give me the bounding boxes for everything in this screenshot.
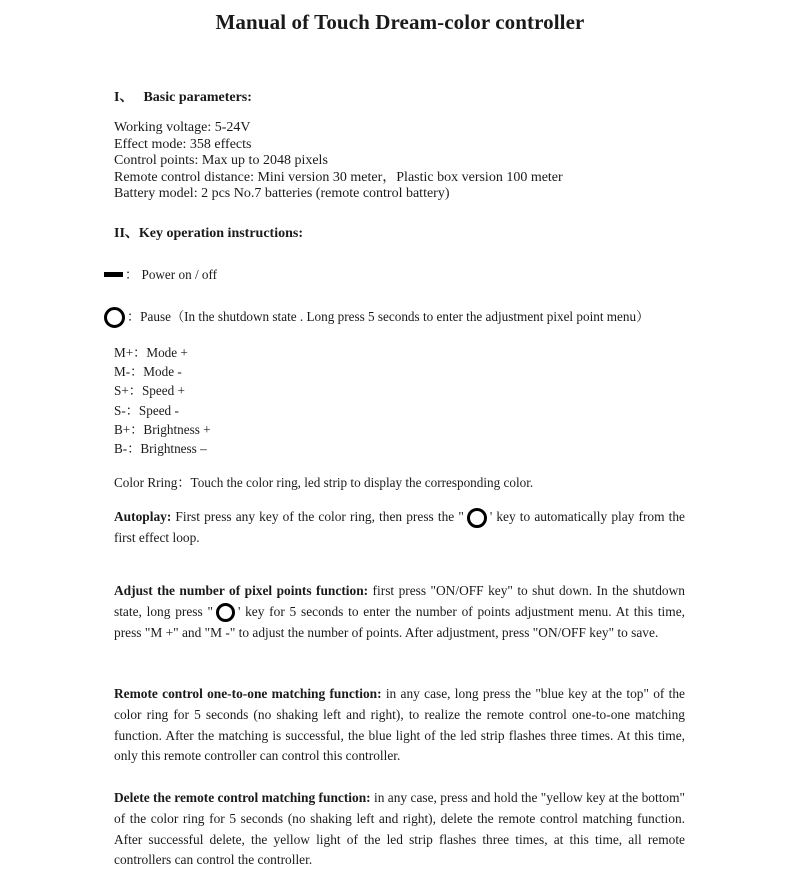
section-2-title: Key operation instructions: xyxy=(138,226,304,241)
key-speed-minus: S-：Speed - xyxy=(114,402,179,418)
delete-paragraph xyxy=(114,788,685,871)
key-mode-minus: M-：Mode - xyxy=(114,364,182,380)
matching-text: in any case, long press the "blue key at the top" of the color ring for 5 seconds (no shaking left and right), to realize the remote control one-to-one matching function. After the matching is successful, the blue light of the led strip flashes three times. At this time, only this remote controller can control this controller. xyxy=(114,686,685,764)
color-ring-description: Color Rring：Touch the color ring, led strip to display the corresponding color. xyxy=(114,475,534,490)
adjust-text-before: first press "ON/OFF key" to shut down. In the shutdown state, long press " xyxy=(114,583,685,619)
page-title: Manual of Touch Dream-color controller xyxy=(215,10,585,34)
key-speed-plus: S+：Speed + xyxy=(114,383,185,399)
key-list xyxy=(114,343,211,458)
delete-text: in any case, press and hold the "yellow key at the bottom" of the color ring for 5 seconds (no shaking left and right), delete the remote control matching function. After successful delete, the yellow light of the led strip flashes three times, at this time, all remote controllers can control the controller. xyxy=(114,790,685,868)
matching-paragraph xyxy=(114,684,685,767)
parameter-control-points: Control points: Max up to 2048 pixels xyxy=(114,153,328,168)
key-brightness-minus: B-：Brightness – xyxy=(114,441,207,457)
parameter-voltage: Working voltage: 5-24V xyxy=(114,120,251,135)
section-1-heading xyxy=(114,86,252,106)
parameter-battery: Battery model: 2 pcs No.7 batteries (remote control battery) xyxy=(114,186,450,201)
key-mode-plus: M+：Mode + xyxy=(114,345,188,360)
autoplay-label: Autoplay: xyxy=(114,509,172,524)
key-brightness-plus: B+：Brightness + xyxy=(114,421,211,437)
parameter-effect-mode: Effect mode: 358 effects xyxy=(114,136,252,152)
circle-ring-icon xyxy=(467,508,487,528)
circle-ring-icon xyxy=(216,603,235,622)
parameter-remote-distance: Remote control distance: Mini version 30 meter，Plastic box version 100 meter xyxy=(114,169,563,185)
delete-label: Delete the remote control matching function: xyxy=(114,790,371,805)
adjust-text-after: ' key for 5 seconds to enter the number of points adjustment menu. At this time, press "M +" and "M -" to adjust the number of points. After adjustment, press "ON/OFF key" to save. xyxy=(114,603,685,640)
matching-label: Remote control one-to-one matching function: xyxy=(114,686,382,701)
power-key-description: ： Power on / off xyxy=(125,267,218,282)
pause-key-description: ：Pause（In the shutdown state . Long press 5 seconds to enter the adjustment pixel point menu） xyxy=(127,309,650,324)
section-2-heading xyxy=(114,222,303,242)
autoplay-text-after: ' key to automatically play from the first effect loop. xyxy=(114,509,686,545)
section-2-number: II、 xyxy=(114,226,139,241)
adjust-paragraph xyxy=(114,581,685,643)
autoplay-text-before: First press any key of the color ring, then press the " xyxy=(171,509,464,524)
power-bar-icon xyxy=(104,272,123,277)
parameters-list xyxy=(114,120,563,203)
circle-ring-icon xyxy=(104,307,125,328)
section-1-title: Basic parameters: xyxy=(143,90,252,105)
autoplay-paragraph xyxy=(114,507,685,549)
section-1-number: I、 xyxy=(114,90,134,105)
adjust-label: Adjust the number of pixel points function: xyxy=(114,583,369,598)
